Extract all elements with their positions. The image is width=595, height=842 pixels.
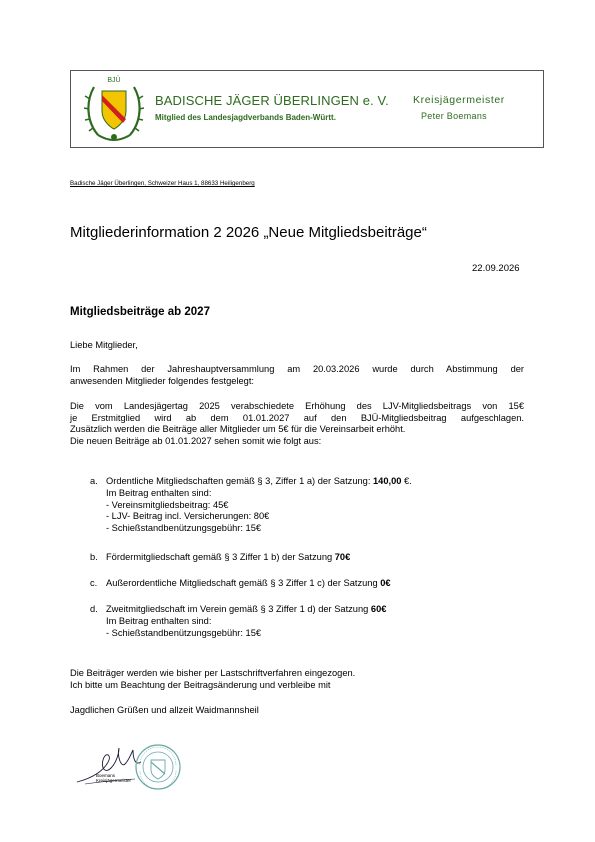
list-item-a: [90, 476, 412, 488]
document-title: Mitgliederinformation 2 2026 „Neue Mitgliedsbeiträge“: [70, 224, 427, 241]
club-name: BADISCHE JÄGER ÜBERLINGEN e. V.: [155, 93, 389, 108]
detail-line: Im Beitrag enthalten sind:: [106, 616, 212, 626]
paragraph-2: [70, 401, 524, 447]
list-item-d-details: [106, 616, 261, 639]
club-subtitle: Mitglied des Landesjagdverbands Baden-Württ.: [155, 113, 336, 122]
closing-line: Die Beiträger werden wie bisher per Lastschriftverfahren eingezogen.: [70, 668, 356, 678]
list-item-text: Fördermitgliedschaft gemäß § 3 Ziffer 1 b) der Satzung: [106, 552, 335, 562]
closing-line: Ich bitte um Beachtung der Beitragsänderung und verbleibe mit: [70, 679, 331, 690]
list-item-suffix: €.: [401, 476, 412, 486]
paragraph-line: Die vom Landesjägertag 2025 verabschiedete Erhöhung des LJV-Mitgliedsbeitrags von 15€: [70, 401, 524, 411]
list-item-c: [90, 578, 391, 590]
list-item-a-details: [106, 488, 269, 534]
list-marker: b.: [90, 552, 98, 562]
list-marker: a.: [90, 476, 98, 486]
list-item-amount: 0€: [380, 578, 391, 588]
greeting: [70, 705, 524, 717]
closing-paragraph: [70, 668, 524, 691]
list-item-text: Außerordentliche Mitgliedschaft gemäß § 3 Ziffer 1 c) der Satzung: [106, 578, 381, 588]
logo-text: BJÜ: [107, 77, 121, 84]
greeting-text: Jagdlichen Grüßen und allzeit Waidmannsheil: [70, 705, 259, 715]
list-item-b: [90, 552, 350, 564]
paragraph-line: anwesenden Mitglieder folgendes festgelegt:: [70, 375, 254, 386]
paragraph-line: Im Rahmen der Jahreshauptversammlung am 20.03.2026 wurde durch Abstimmung der: [70, 364, 524, 374]
sender-address: Badische Jäger Überlingen, Schweizer Haus 1, 88633 Heiligenberg: [70, 180, 255, 187]
list-item-text: Zweitmitgliedschaft im Verein gemäß § 3 Ziffer 1 d) der Satzung: [106, 604, 371, 614]
paragraph-line: je Erstmitglied wird ab dem 01.01.2027 auf den BJÜ-Mitgliedsbeitrag aufgeschlagen.: [70, 412, 524, 423]
detail-line: Im Beitrag enthalten sind:: [106, 488, 212, 498]
detail-line: - Schießstandbenützungsgebühr: 15€: [106, 522, 262, 533]
club-stamp-icon: [134, 743, 182, 791]
list-item-amount: 60€: [370, 604, 387, 614]
list-item-text: Ordentliche Mitgliedschaften gemäß § 3, Ziffer 1 a) der Satzung:: [106, 476, 373, 486]
signature-name: Boemans: [96, 773, 116, 778]
salutation: [70, 340, 524, 352]
paragraph-line: Zusätzlich werden die Beiträge aller Mitglieder um 5€ für die Vereinsarbeit erhöht.: [70, 424, 406, 434]
kreis-title: Kreisjägermeister: [413, 94, 505, 106]
salutation-text: Liebe Mitglieder,: [70, 340, 138, 350]
detail-line: - Schießstandbenützungsgebühr: 15€: [106, 627, 262, 638]
club-logo-icon: [82, 73, 146, 145]
list-item-amount: 70€: [334, 552, 351, 562]
detail-line: - LJV- Beitrag incl. Versicherungen: 80€: [106, 511, 270, 521]
list-marker: d.: [90, 604, 98, 614]
paragraph-1: [70, 364, 524, 387]
section-heading: Mitgliedsbeiträge ab 2027: [70, 306, 210, 318]
signature-role: Kreisjägermeister: [96, 778, 132, 783]
document-date: 22.09.2026: [472, 263, 520, 274]
list-marker: c.: [90, 578, 98, 588]
kreis-name: Peter Boemans: [421, 111, 487, 121]
paragraph-line: Die neuen Beiträge ab 01.01.2027 sehen somit wie folgt aus:: [70, 435, 322, 446]
list-item-amount: 140,00: [373, 476, 402, 486]
detail-line: - Vereinsmitgliedsbeitrag: 45€: [106, 499, 229, 510]
list-item-d: [90, 604, 386, 616]
